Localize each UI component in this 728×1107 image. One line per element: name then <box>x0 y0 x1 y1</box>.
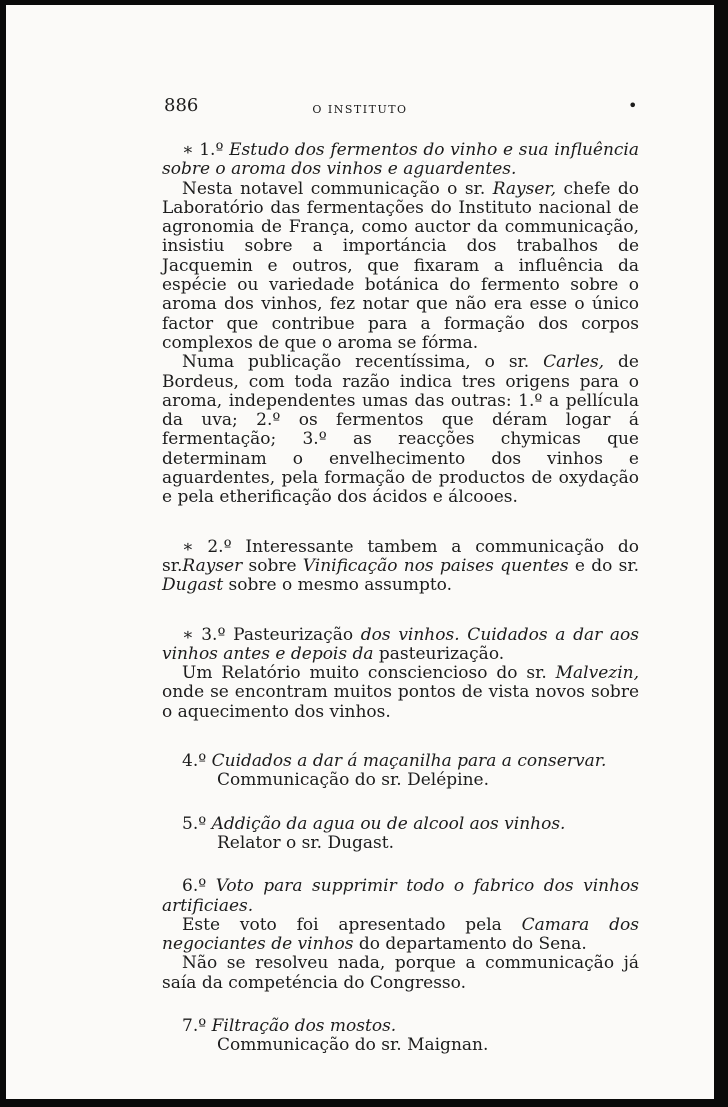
section-2-subject: Vinificação nos paises quentes <box>302 555 569 576</box>
running-title: O INSTITUTO <box>312 103 408 116</box>
section-6-title <box>162 877 639 916</box>
section-4-marker: 4.º <box>182 751 212 772</box>
section-5-heading: Addição da agua ou de alcool aos vinhos. <box>211 813 566 834</box>
section-3-marker: ∗ 3.º <box>182 624 234 645</box>
book-page <box>6 5 714 1099</box>
org-camara: Camara dos negociantes de vinhos <box>162 914 640 955</box>
section-5-line: Relator o sr. Dugast. <box>217 832 395 853</box>
section-2-paragraph: ∗ 2.º Interessante tambem a communicação do sr.Rayser sobre Vinificação nos paises quentes e do sr. Dugast sobre o mesmo assumpto. <box>162 536 639 596</box>
section-1-paragraph-1: Nesta notavel communicação o sr. Rayser, chefe do Laboratório das fermentações do Instituto nacional de agronomia de França, como auctor da communicação, insistiu sobre a importáncia dos trabalhos de Jacquemin e outros, que fixaram a influência da espécie ou variedade botánica do fermento sobre o aroma dos vinhos, fez notar que não era esse o único factor que contribue para a formação dos corpos complexos de que o aroma se fórma. <box>162 178 639 353</box>
section-5-title <box>162 815 639 834</box>
section-1-title <box>162 141 639 180</box>
section-1-marker: ∗ 1.º <box>182 140 230 160</box>
page-body <box>162 141 639 1056</box>
author-carles: Carles, <box>543 352 605 373</box>
section-7-title <box>162 1017 639 1036</box>
header-dot: • <box>628 96 638 115</box>
section-4-title <box>162 752 639 771</box>
section-2-marker: ∗ 2.º <box>182 536 246 557</box>
author-dugast: Dugast <box>162 575 224 596</box>
page-header <box>6 96 714 120</box>
section-6-paragraph-1: Este voto foi apresentado pela Camara dos negociantes de vinhos do departamento do Sena. <box>162 914 640 955</box>
author-rayser-2: Rayser <box>182 555 243 576</box>
section-6-paragraph-2: Não se resolveu nada, porque a communicação já saía da competéncia do Congresso. <box>162 953 639 993</box>
section-5-marker: 5.º <box>182 813 212 834</box>
author-malvezin: Malvezin, <box>555 663 639 684</box>
section-6-heading: Voto para supprimir todo o fabrico dos vinhos artificiaes. <box>162 876 639 916</box>
section-1-heading: Estudo dos fermentos do vinho e sua influência sobre o aroma dos vinhos e aguardentes. <box>162 140 639 180</box>
section-3-heading: dos vinhos. Cuidados a dar aos vinhos antes e depois da <box>162 624 640 664</box>
page-number: 886 <box>164 95 199 116</box>
section-1-paragraph-2: Numa publicação recentíssima, o sr. Carles, de Bordeus, com toda razão indica tres origens para o aroma, independentes umas das outras: 1.º a pellícula da uva; 2.º os fermentos que déram logar á fermentação; 3.º as reacções chymicas que determinam o envelhecimento dos vinhos e aguardentes, pela formação de productos de oxydação e pela etherificação dos ácidos e álcooes. <box>162 352 639 508</box>
author-rayser: Rayser, <box>492 178 557 199</box>
section-7-heading: Filtração dos mostos. <box>211 1015 397 1036</box>
section-3-paragraph: Um Relatório muito consciencioso do sr. Malvezin, onde se encontram muitos pontos de vista novos sobre o aquecimento dos vinhos. <box>162 663 639 722</box>
section-6-marker: 6.º <box>182 876 216 897</box>
section-3-title: ∗ 3.º Pasteurização dos vinhos. Cuidados a dar aos vinhos antes e depois da pasteurização. <box>162 624 640 664</box>
section-4-heading: Cuidados a dar á maçanilha para a conservar. <box>211 751 607 772</box>
section-7-line: Communicação do sr. Maignan. <box>217 1035 489 1056</box>
section-7-marker: 7.º <box>182 1015 212 1036</box>
section-4-line: Communicação do sr. Delépine. <box>217 770 489 791</box>
